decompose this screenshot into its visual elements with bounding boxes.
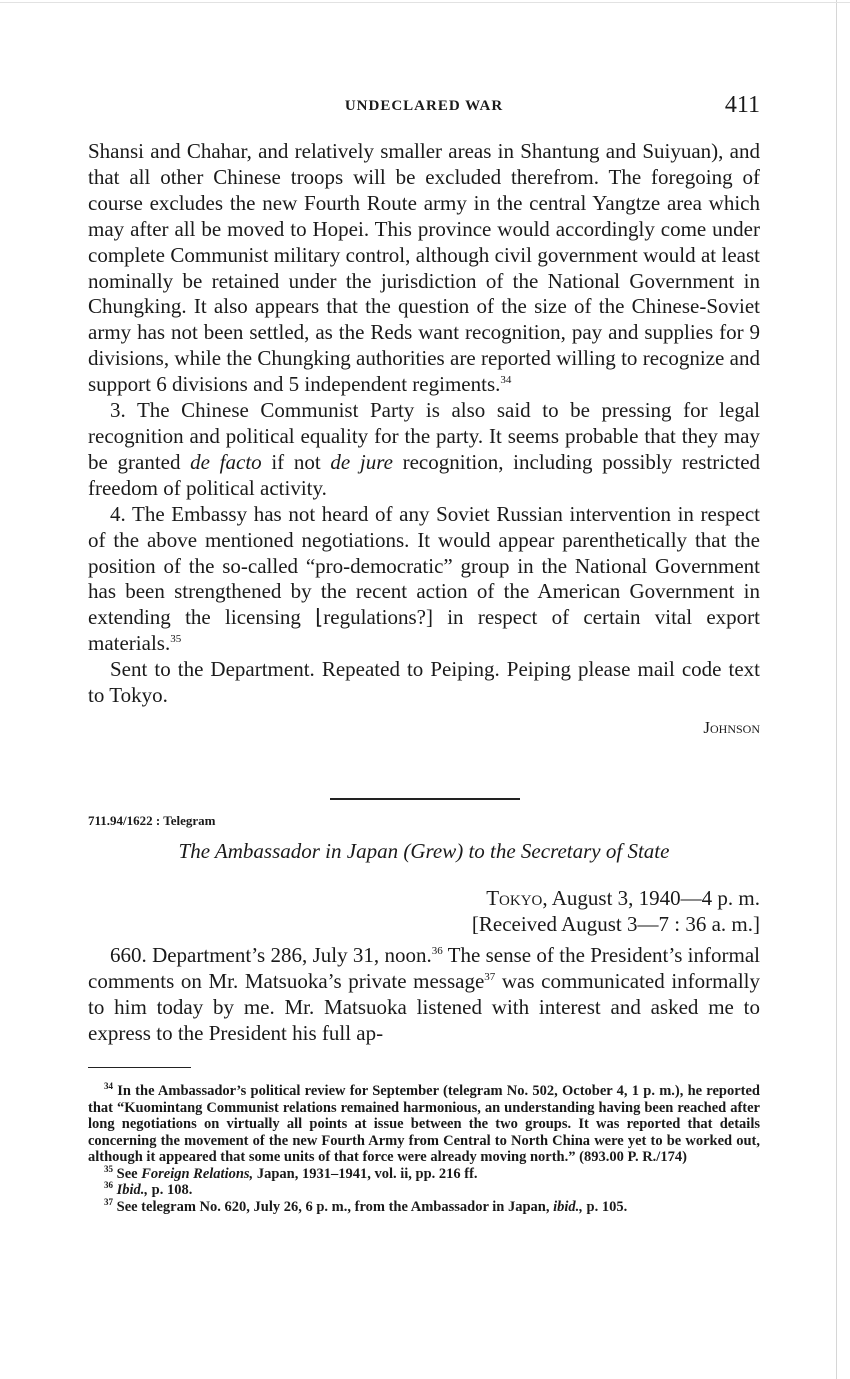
footnote-text: p. 105. <box>582 1198 628 1215</box>
footnote-italic: Ibid., <box>116 1182 149 1198</box>
footnote-ref-36: 36 <box>431 945 443 957</box>
paragraph-text: if not <box>261 449 331 474</box>
footnote-36 <box>88 1182 760 1199</box>
scan-edge-line <box>836 0 837 1379</box>
signature: Johnson <box>703 717 760 737</box>
footnote-text: p. 108. <box>148 1182 193 1198</box>
footnote-italic: Foreign Relations, <box>141 1165 254 1182</box>
running-title: UNDECLARED WAR <box>344 98 504 114</box>
paragraph-text: The sense of the President’s informal comments on Mr. Matsuoka’s private message <box>88 943 760 993</box>
paragraph-4 <box>88 502 760 657</box>
telegram-paragraph <box>88 943 760 1047</box>
footnote-text: See telegram No. 620, July 26, 6 p. m., from the Ambassador in Japan, <box>116 1198 554 1215</box>
title-name: Grew <box>410 839 457 863</box>
footnote-35 <box>88 1163 760 1183</box>
paragraph-3 <box>88 398 760 502</box>
dateline-city: Tokyo <box>486 886 543 910</box>
body-text <box>88 139 760 741</box>
footnote-italic: ibid., <box>553 1198 583 1215</box>
footnote-marker: 34 <box>104 1081 113 1092</box>
paragraph-text: 4. The Embassy has not heard of any Soviet Russian intervention in respect of the above mentioned negotiations. It would appear parenthetically that the position of the so-called “pro-democratic” group in the National Government has been strengthened by the recent action of the American Government in extending the licensing ⌊regulations?] in respect of certain vital export materials. <box>88 501 760 656</box>
dateline-date: , August 3, 1940—4 p. m. <box>542 886 760 910</box>
paragraph-text: recognition, including possibly restricted freedom of political activity. <box>88 449 761 500</box>
footnote-ref-35: 35 <box>170 633 182 646</box>
page-header <box>88 92 760 126</box>
page-number: 411 <box>724 92 760 118</box>
dateline-sent <box>472 885 760 911</box>
title-part: ) to the Secretary of State <box>456 839 670 863</box>
footnote-text: Japan, 1931–1941, vol. ii, pp. 216 ff. <box>253 1165 478 1182</box>
paragraph-text: 660. Department’s 286, July 31, noon. <box>110 943 432 967</box>
footnote-marker: 37 <box>104 1196 113 1207</box>
paragraph-text: Shansi and Chahar, and relatively smaller areas in Shantung and Suiyuan), and that all other Chinese troops will be excluded therefrom. The foregoing of course excludes the new Fourth Route army in the central Yangtze area which may after all be moved to Hopei. This province would accordingly come under complete Communist military control, although civil government would at least nominally be retained under the jurisdiction of the National Government in Chungking. It also appears that the question of the size of the Chinese-Soviet army has not been settled, as the Reds want recognition, pay and supplies for 9 divisions, while the Chungking authorities are reported willing to recognize and support 6 divisions and 5 independent regiments. <box>88 139 760 397</box>
footnote-34 <box>88 1083 760 1166</box>
footnote-37 <box>88 1196 760 1216</box>
file-reference: 711.94/1622 : Telegram <box>88 813 216 828</box>
footnote-text: In the Ambassador’s political review for September (telegram No. 502, October 4, 1 p. m.), he reported that “Kuomintang Communist relations remained harmonious, an understanding having been reached after long negotiations on virtually all points at issue between the two groups. It was reported that details concerning the movement of the new Fourth Army from Central to North China were yet to be worked out, although it appeared that some units of that force were already moving north.” (893.00 P. R./174) <box>88 1083 760 1165</box>
footnotes <box>88 1083 760 1215</box>
paragraph-text: 3. The Chinese Communist Party is also said to be pressing for legal recognition and political equality for the party. It seems probable that they may be granted <box>88 398 760 474</box>
telegram-body <box>88 943 760 1047</box>
footnote-marker: 36 <box>104 1180 113 1191</box>
italic-de-jure: de jure <box>330 449 393 474</box>
footnote-divider <box>88 1067 191 1068</box>
dateline <box>472 885 760 937</box>
section-divider <box>330 798 520 800</box>
footnote-ref-37: 37 <box>484 970 496 983</box>
title-part: The Ambassador in Japan ( <box>178 839 411 863</box>
footnote-ref-34: 34 <box>500 374 512 387</box>
footnote-marker: 35 <box>104 1163 113 1174</box>
paragraph-text: was communicated informally to him today by me. Mr. Matsuoka listened with interest and asked me to express to the President his full ap- <box>88 968 760 1045</box>
scan-top-line <box>0 2 850 3</box>
telegram-title <box>88 839 760 864</box>
paragraph-text: Sent to the Department. Repeated to Peiping. Peiping please mail code text to Tokyo. <box>88 657 760 708</box>
paragraph-5 <box>88 657 760 709</box>
dateline-received: [Received August 3—7 : 36 a. m.] <box>471 912 760 936</box>
italic-de-facto: de facto <box>190 449 262 474</box>
paragraph-continuation <box>88 139 760 398</box>
footnote-text: See <box>116 1165 142 1182</box>
